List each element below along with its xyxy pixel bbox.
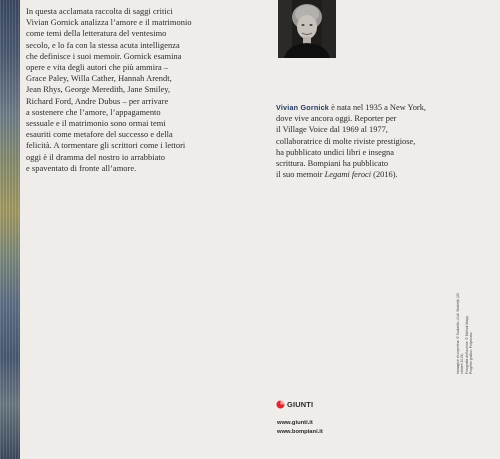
- credit-line: Fotografia dell’autrice: © Mikhail Mapp.: [464, 315, 469, 374]
- author-photo: [278, 0, 336, 58]
- author-portrait-icon: [278, 0, 336, 58]
- book-blurb: [26, 6, 241, 174]
- bio-text: è nata nel 1935 a New York,: [329, 103, 426, 112]
- blurb-line: Jean Rhys, George Meredith, Jane Smiley,: [26, 85, 171, 95]
- blurb-line: e spaventato di fronte all’amore.: [26, 163, 137, 173]
- publisher-logo-text: GIUNTI: [287, 399, 314, 409]
- blurb-line: Richard Ford, Andre Dubus – per arrivare: [26, 96, 169, 106]
- bio-text: ha pubblicato undici libri e insegna: [276, 147, 394, 157]
- blurb-line: esauriti come metafore del successo e della: [26, 130, 173, 140]
- giunti-logo-icon: [276, 400, 285, 409]
- bio-text: dove vive ancora oggi. Reporter per: [276, 114, 397, 124]
- memoir-title: Legami feroci: [324, 170, 372, 180]
- url-link[interactable]: www.giunti.it: [277, 420, 313, 426]
- blurb-line: secolo, e lo fa con la stessa acuta intelligenza: [26, 40, 180, 50]
- blurb-line: che definisce i suoi memoir. Gornick esamina: [26, 51, 182, 61]
- blurb-line: opere e vita degli autori che più ammira –: [26, 63, 169, 73]
- author-bio: [276, 102, 466, 180]
- blurb-line: a sostenere che l’amore, l’appagamento: [26, 107, 161, 117]
- bio-text: il suo memoir: [276, 170, 325, 180]
- credit-line: Immagine di copertina: © Scala/Art.-Coll. Stedelijk (22 ottobre 2019).: [456, 293, 465, 374]
- cover-art-strip: [0, 0, 20, 459]
- blurb-line: come temi della letteratura del ventesimo: [26, 29, 167, 39]
- blurb-line: In questa acclamata raccolta di saggi critici: [26, 7, 173, 16]
- image-credits: [456, 284, 486, 374]
- credit-line: Progetto grafico: Polystudio.: [469, 331, 474, 374]
- publisher-urls: [277, 419, 323, 437]
- publisher-logo: [276, 398, 313, 410]
- blurb-line: felicità. A tormentare gli scrittori come i lettori: [26, 141, 186, 151]
- blurb-line: Grace Paley, Willa Cather, Hannah Arendt,: [26, 74, 172, 84]
- bio-text: collaboratrice di molte riviste prestigiose,: [276, 136, 416, 146]
- blurb-line: sessuale e il matrimonio sono ormai temi: [26, 119, 166, 129]
- url-link[interactable]: www.bompiani.it: [277, 429, 323, 435]
- author-name: Vivian Gornick: [276, 103, 329, 112]
- blurb-line: oggi è il dramma del nostro io arrabbiato: [26, 152, 166, 162]
- blurb-line: Vivian Gornick analizza l’amore e il matrimonio: [26, 18, 192, 28]
- bio-text: scrittura. Bompiani ha pubblicato: [276, 159, 389, 169]
- bio-text: (2016).: [371, 170, 398, 180]
- bio-text: il Village Voice dal 1969 al 1977,: [276, 125, 388, 135]
